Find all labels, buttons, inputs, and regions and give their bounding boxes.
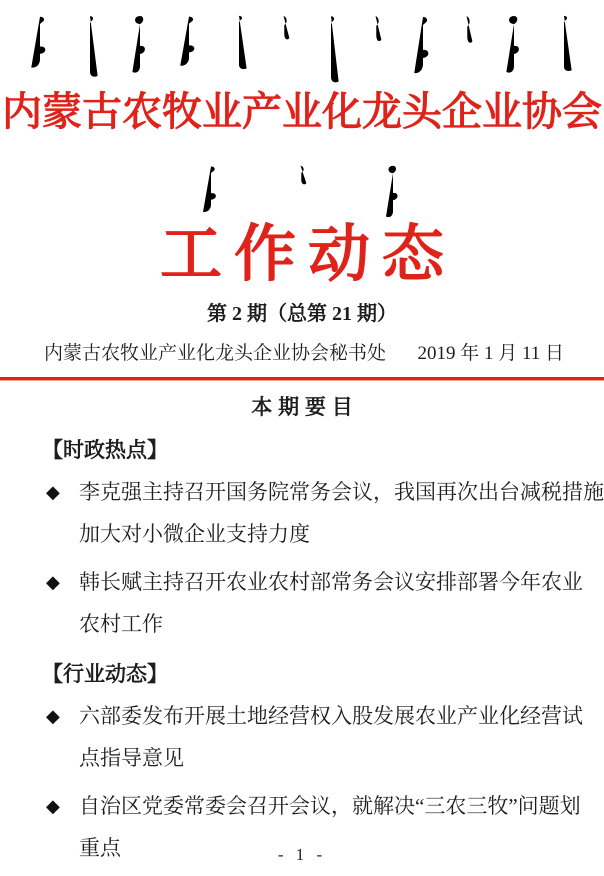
page-number: - 1 -: [277, 845, 327, 864]
mongolian-script-word-icon: [277, 14, 293, 44]
toc-item: [46, 695, 583, 779]
toc-heading: 本 期 要 目: [251, 396, 353, 419]
mongolian-script-word-icon: [78, 14, 102, 80]
mongolian-script-word-icon: [460, 14, 476, 48]
masthead: [0, 0, 604, 381]
toc-item-line: 重点: [79, 836, 121, 860]
section-title-industry: 【行业动态】: [42, 663, 168, 686]
mongolian-script-word-icon: [411, 14, 435, 78]
toc-item-line: 韩长赋主持召开农业农村部常务会议安排部署今年农业: [79, 570, 583, 594]
section-title-politics: 【时政热点】: [42, 439, 168, 462]
diamond-bullet-icon: ◆: [46, 706, 60, 727]
mongolian-script-word-icon: [177, 14, 201, 70]
mongolian-script-banner: [0, 0, 604, 84]
mongolian-script-word-icon: [382, 164, 404, 222]
mongolian-script-word-icon: [294, 164, 310, 188]
mongolian-script-word-icon: [319, 14, 343, 86]
publisher-line: [0, 342, 604, 366]
org-name-title: 内蒙古农牧业产业化龙头企业协会: [2, 89, 602, 134]
publish-date: 2019 年 1 月 11 日: [417, 343, 564, 364]
toc-item-line: 自治区党委常委会召开会议，就解决“三农三牧”问题划: [79, 794, 581, 818]
issue-number: 第 2 期（总第 21 期）: [207, 303, 397, 325]
mongolian-script-word-icon: [369, 14, 385, 46]
diamond-bullet-icon: ◆: [46, 572, 60, 593]
diamond-bullet-icon: ◆: [46, 796, 60, 817]
masthead-divider: [0, 377, 604, 381]
mongolian-script-word-icon: [502, 14, 526, 78]
toc-item-line: 加大对小微企业支持力度: [79, 522, 310, 546]
toc-item-line: 六部委发布开展土地经营权入股发展农业产业化经营试: [79, 704, 583, 728]
mongolian-script-word-icon: [227, 14, 251, 72]
toc-item: [46, 561, 583, 645]
toc-item-line: 点指导意见: [79, 746, 184, 770]
mongolian-script-subtitle: [0, 164, 604, 222]
toc: [0, 395, 604, 869]
mongolian-script-word-icon: [552, 14, 576, 74]
bulletin-title: 工作动态: [159, 221, 456, 289]
toc-item: [46, 471, 604, 555]
publisher-name: 内蒙古农牧业产业化龙头企业协会秘书处: [44, 343, 387, 364]
diamond-bullet-icon: ◆: [46, 482, 60, 503]
toc-item-line: 农村工作: [79, 612, 163, 636]
mongolian-script-word-icon: [128, 14, 152, 78]
mongolian-script-word-icon: [28, 14, 52, 72]
mongolian-script-word-icon: [200, 164, 222, 216]
toc-item-line: 李克强主持召开国务院常务会议，我国再次出台减税措施: [79, 480, 604, 504]
